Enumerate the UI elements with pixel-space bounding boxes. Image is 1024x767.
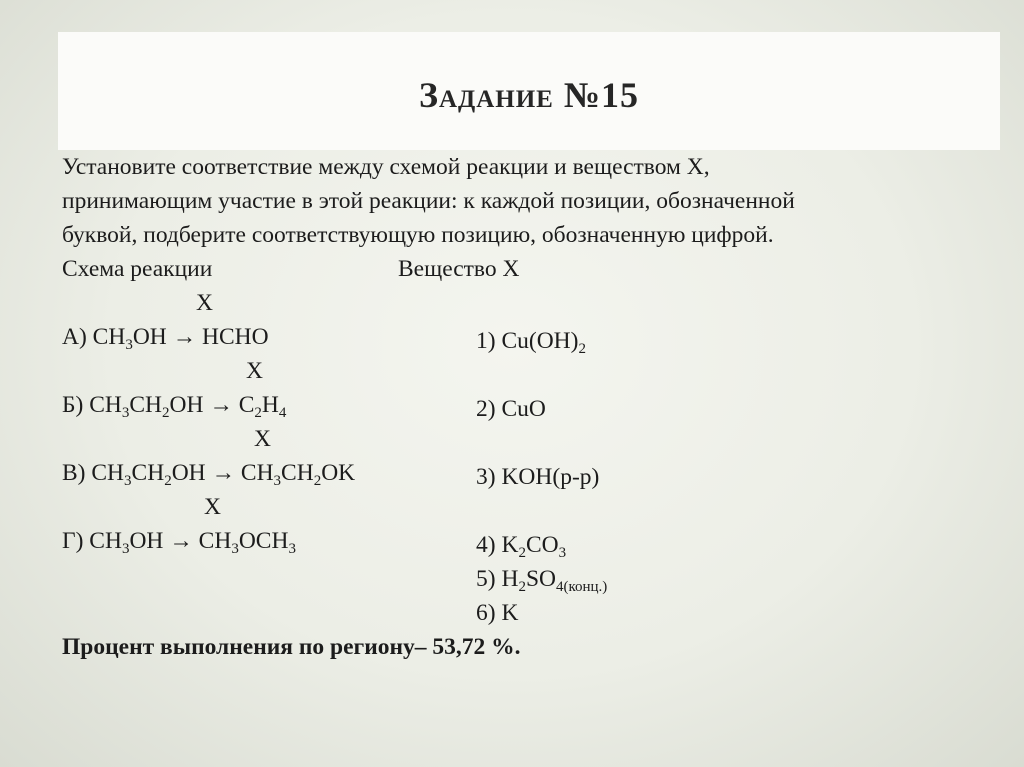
slide-title: Задание №15 [418,75,640,115]
header-scheme: Схема реакции [62,256,213,282]
x-mark-a: Х [196,290,213,316]
footer-statistic: Процент выполнения по региону– 53,72 %. [62,634,521,660]
arrow-icon: → [169,528,193,554]
x-mark-d: Х [204,494,221,520]
substance-5: 5) $H_2SO_{4(конц.)}$ [476,566,608,595]
arrow-icon: → [209,392,233,418]
arrow-icon: → [172,324,197,350]
title-box [58,32,1000,150]
reaction-d: Г) $CH_3OH \to CH_3OCH_3$ [62,528,296,557]
substance-1: 1) $Cu(OH)_2$ [476,328,586,357]
reaction-label: А) [62,324,87,350]
x-mark-c: Х [254,426,271,452]
arrow-icon: → [211,460,236,486]
instruction-line-2: принимающим участие в этой реакции: к каждой позиции, обозначенной [62,188,795,214]
reaction-label: Б) [62,392,84,418]
reaction-a: А) $CH_3OH$ → HCHO [62,324,269,353]
reaction-label: В) [62,460,86,486]
reaction-c: В) $CH_3CH_2OH \to CH_3CH_2OK$ [62,460,356,489]
reaction-label: Г) [62,528,84,554]
x-mark-b: Х [246,358,263,384]
substance-4: 4) $K_2CO_3$ [476,532,567,561]
instruction-line-1: Установите соответствие между схемой реакции и веществом Х, [62,154,710,180]
instruction-line-3: буквой, подберите соответствующую позицию, обозначенную цифрой. [62,222,774,248]
substance-3: 3) KOH(р-р) [476,464,600,490]
substance-2: 2) CuO [476,396,546,422]
reaction-b: Б) $CH_3CH_2OH \to C_2H_4$ [62,392,287,421]
substance-6: 6) K [476,600,519,626]
header-substance: Вещество Х [398,256,520,282]
